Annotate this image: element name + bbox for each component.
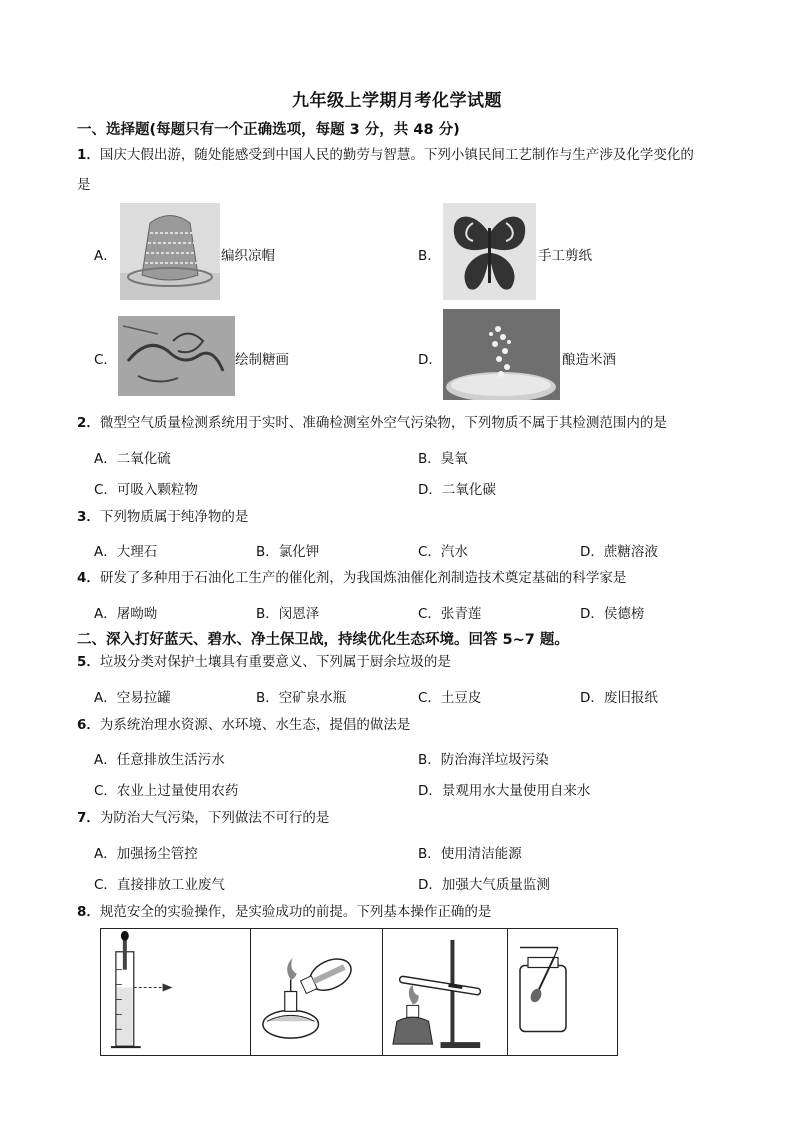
- heating-test-tube-diagram: [383, 929, 508, 1055]
- question-8: [77, 897, 757, 927]
- section-2-heading: 二、深入打好蓝天、碧水、净土保卫战，持续优化生态环境。回答 5~7 题。: [77, 632, 569, 648]
- question-1-line2: 是: [77, 177, 91, 193]
- question-number: 8．: [77, 904, 100, 920]
- option-d-label: 酿造米酒: [562, 352, 616, 368]
- q7-option-c: C．直接排放工业废气: [94, 877, 225, 893]
- q5-option-c: C．土豆皮: [418, 690, 482, 706]
- option-d-letter: D．: [418, 352, 442, 368]
- sugar-painting-image: [118, 316, 235, 396]
- q2-option-a: A．二氧化硫: [94, 451, 171, 467]
- option-b-label: 手工剪纸: [538, 248, 592, 264]
- question-4: [77, 563, 757, 593]
- q6-option-d: D．景观用水大量使用自来水: [418, 783, 591, 799]
- section-1-heading: 一、选择题(每题只有一个正确选项，每题 3 分，共 48 分): [77, 122, 460, 138]
- question-text: 微型空气质量检测系统用于实时、准确检测室外空气污染物，下列物质不属于其检测范围内的是: [99, 415, 667, 431]
- question-number: 7．: [77, 810, 100, 826]
- question-text: 为系统治理水资源、水环境、水生态，提倡的做法是: [99, 717, 411, 733]
- question-3: [77, 502, 757, 532]
- option-a-label: 编织凉帽: [221, 248, 275, 264]
- q3-option-c: C．汽水: [418, 544, 468, 560]
- option-c-letter: C．: [94, 352, 117, 368]
- question-text: 为防治大气污染，下列做法不可行的是: [99, 810, 330, 826]
- rice-wine-image: [443, 309, 560, 400]
- paper-cut-butterfly-image: [443, 203, 536, 300]
- q3-option-b: B．氯化钾: [256, 544, 320, 560]
- lab-operations-table: [100, 928, 618, 1056]
- option-c-label: 绘制糖画: [235, 352, 289, 368]
- q6-option-b: B．防治海洋垃圾污染: [418, 752, 549, 768]
- q7-option-d: D．加强大气质量监测: [418, 877, 550, 893]
- question-number: 5．: [77, 654, 100, 670]
- question-1: [77, 140, 757, 170]
- question-7: [77, 803, 757, 833]
- question-text: 下列物质属于纯净物的是: [99, 509, 249, 525]
- q5-option-d: D．废旧报纸: [580, 690, 658, 706]
- question-5: [77, 647, 757, 677]
- q7-option-b: B．使用清洁能源: [418, 846, 522, 862]
- q2-option-d: D．二氧化碳: [418, 482, 496, 498]
- alcohol-lamp-lighting-diagram: [251, 929, 383, 1055]
- q3-option-a: A．大理石: [94, 544, 158, 560]
- q4-option-c: C．张青莲: [418, 606, 482, 622]
- question-text: 规范安全的实验操作，是实验成功的前提。下列基本操作正确的是: [99, 904, 492, 920]
- woven-hat-image: [120, 203, 220, 300]
- bottle-spoon-diagram: [508, 929, 616, 1055]
- question-text: 国庆大假出游，随处能感受到中国人民的勤劳与智慧。下列小镇民间工艺制作与生产涉及化学变化的: [99, 147, 694, 163]
- q6-option-a: A．任意排放生活污水: [94, 752, 225, 768]
- q2-option-c: C．可吸入颗粒物: [94, 482, 198, 498]
- question-number: 1．: [77, 147, 100, 163]
- q2-option-b: B．臭氧: [418, 451, 468, 467]
- q5-option-b: B．空矿泉水瓶: [256, 690, 347, 706]
- page-title: 九年级上学期月考化学试题: [292, 91, 502, 111]
- question-text: 研发了多种用于石油化工生产的催化剂，为我国炼油催化剂制造技术奠定基础的科学家是: [99, 570, 627, 586]
- q3-option-d: D．蔗糖溶液: [580, 544, 658, 560]
- q4-option-b: B．闵恩泽: [256, 606, 320, 622]
- q4-option-a: A．屠呦呦: [94, 606, 158, 622]
- question-2: [77, 408, 757, 438]
- q4-option-d: D．侯德榜: [580, 606, 645, 622]
- question-number: 2．: [77, 415, 100, 431]
- cylinder-reading-diagram: [101, 929, 251, 1055]
- question-text: 垃圾分类对保护土壤具有重要意义、下列属于厨余垃圾的是: [99, 654, 451, 670]
- question-number: 3．: [77, 509, 100, 525]
- question-number: 4．: [77, 570, 100, 586]
- q7-option-a: A．加强扬尘管控: [94, 846, 198, 862]
- q6-option-c: C．农业上过量使用农药: [94, 783, 239, 799]
- question-6: [77, 710, 757, 740]
- question-number: 6．: [77, 717, 100, 733]
- option-b-letter: B．: [418, 248, 441, 264]
- option-a-letter: A．: [94, 248, 117, 264]
- q5-option-a: A．空易拉罐: [94, 690, 171, 706]
